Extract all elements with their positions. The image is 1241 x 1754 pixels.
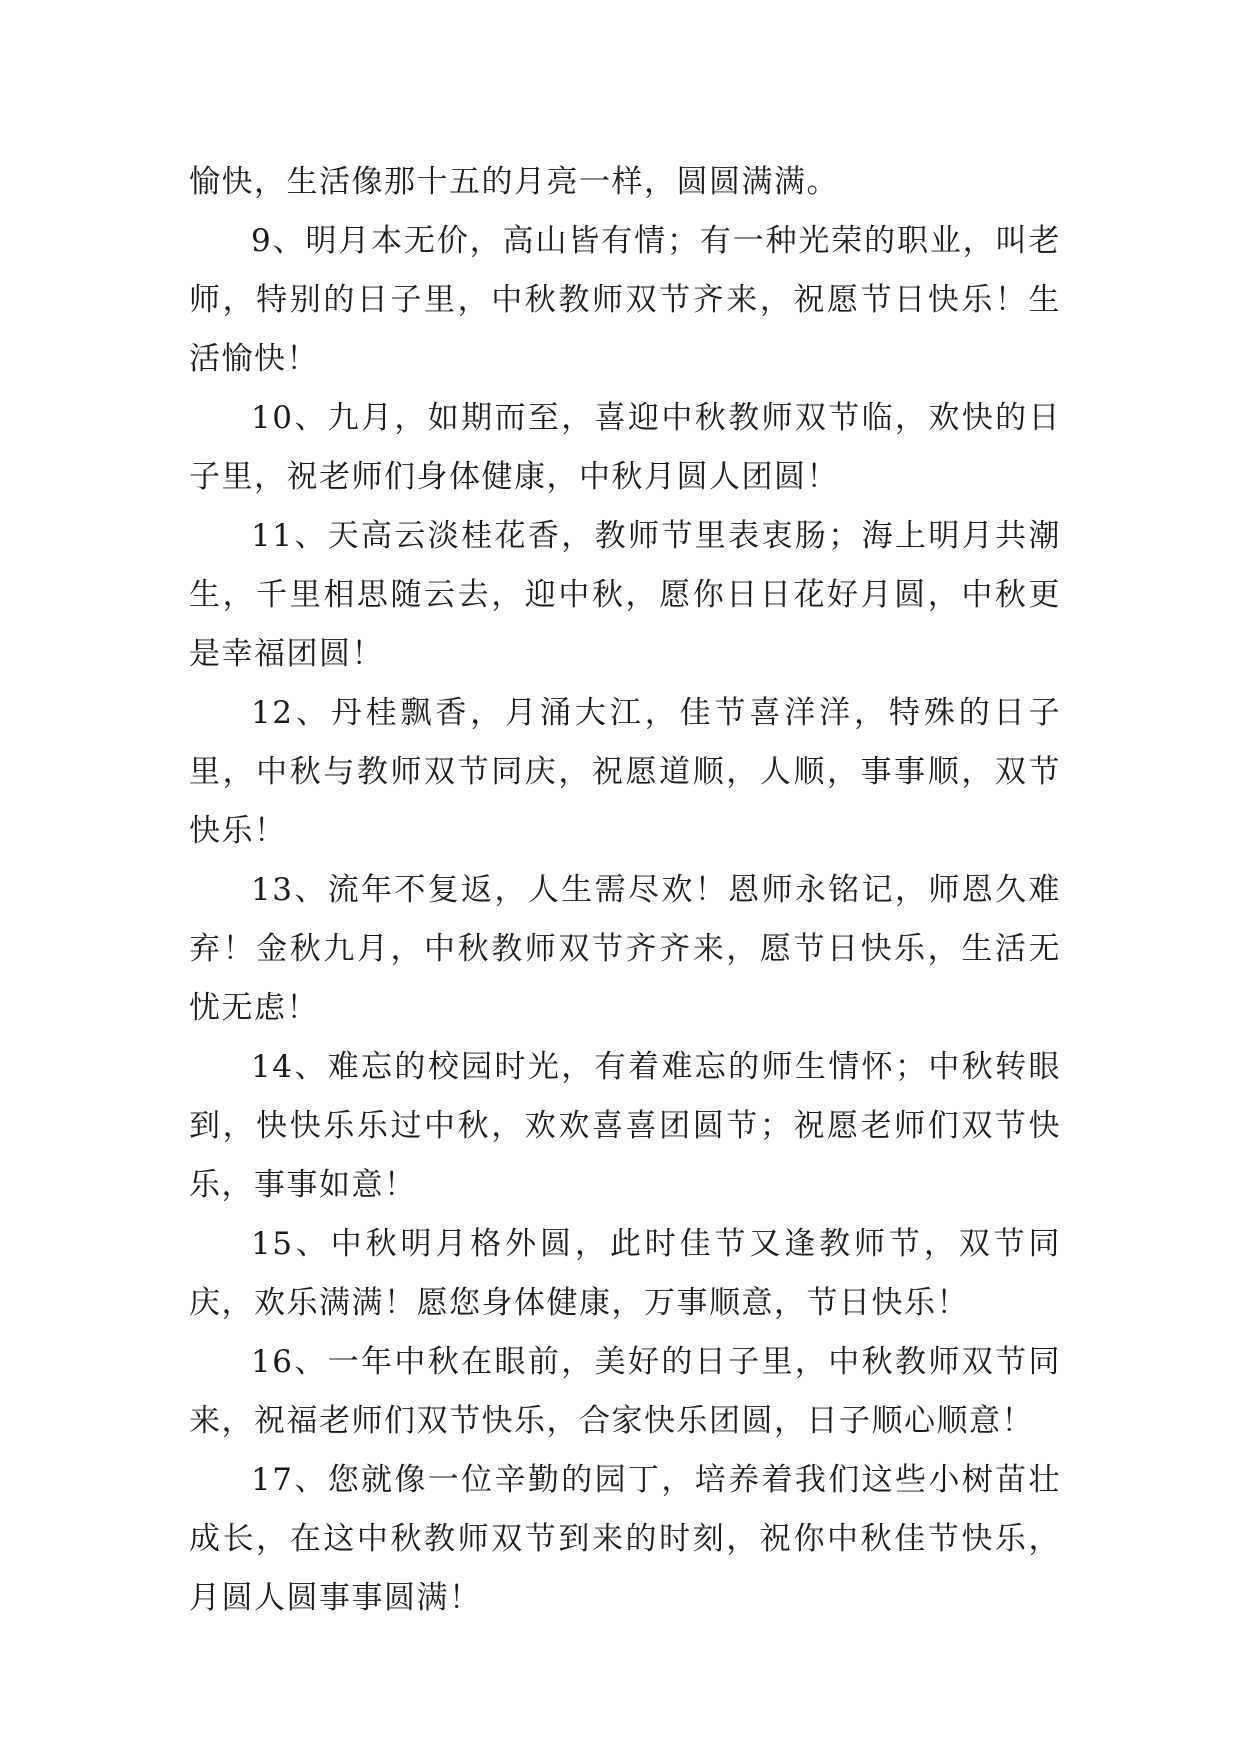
paragraph-item-13: 13、流年不复返，人生需尽欢！恩师永铭记，师恩久难弃！金秋九月，中秋教师双节齐齐来，愿节日快乐，生活无忧无虑！ — [189, 872, 1061, 1026]
paragraph-continuation: 愉快，生活像那十五的月亮一样，圆圆满满。 — [189, 164, 839, 200]
paragraph-item-10: 10、九月，如期而至，喜迎中秋教师双节临，欢快的日子里，祝老师们身体健康，中秋月圆人团圆！ — [189, 400, 1061, 495]
paragraph-item-17: 17、您就像一位辛勤的园丁，培养着我们这些小树苗壮成长，在这中秋教师双节到来的时刻，祝你中秋佳节快乐，月圆人圆事事圆满！ — [189, 1462, 1061, 1616]
paragraph-item-11: 11、天高云淡桂花香，教师节里表衷肠；海上明月共潮生，千里相思随云去，迎中秋，愿你日日花好月圆，中秋更是幸福团圆！ — [189, 518, 1061, 672]
paragraph-item-12: 12、丹桂飘香，月涌大江，佳节喜洋洋，特殊的日子里，中秋与教师双节同庆，祝愿道顺，人顺，事事顺，双节快乐！ — [189, 695, 1061, 849]
paragraph-item-15: 15、中秋明月格外圆，此时佳节又逢教师节，双节同庆，欢乐满满！愿您身体健康，万事顺意，节日快乐！ — [189, 1226, 1061, 1321]
paragraph-item-14: 14、难忘的校园时光，有着难忘的师生情怀；中秋转眼到，快快乐乐过中秋，欢欢喜喜团圆节；祝愿老师们双节快乐，事事如意！ — [189, 1049, 1061, 1203]
document-body — [189, 153, 1061, 1628]
paragraph-item-9: 9、明月本无价，高山皆有情；有一种光荣的职业，叫老师，特别的日子里，中秋教师双节齐来，祝愿节日快乐！生活愉快！ — [189, 223, 1061, 377]
paragraph-item-16: 16、一年中秋在眼前，美好的日子里，中秋教师双节同来，祝福老师们双节快乐，合家快乐团圆，日子顺心顺意！ — [189, 1344, 1061, 1439]
